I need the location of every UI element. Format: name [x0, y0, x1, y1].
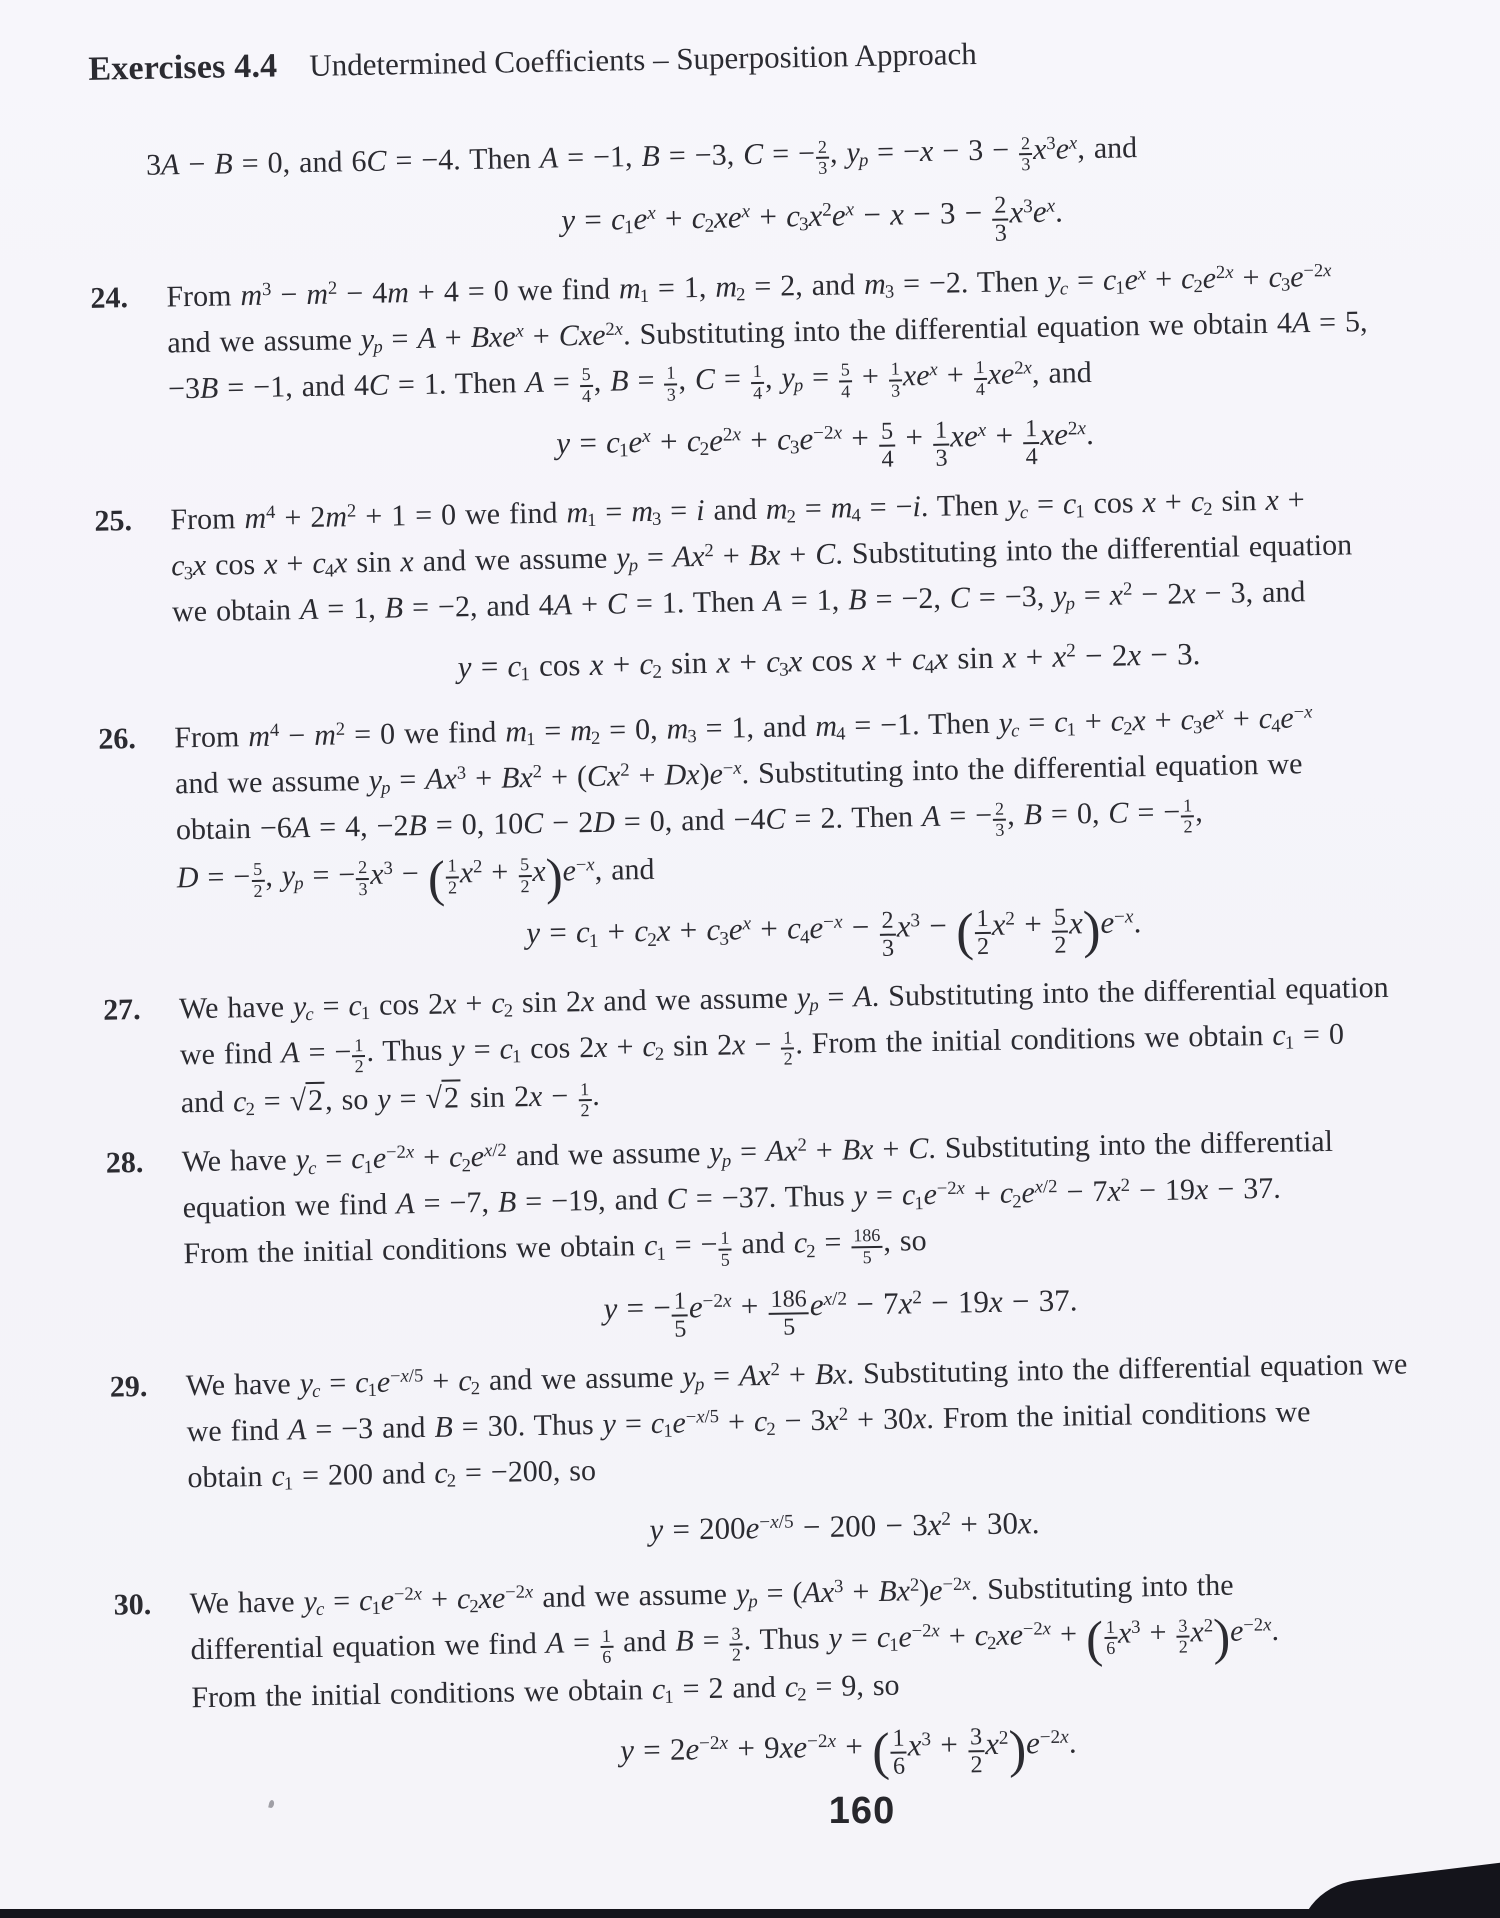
solution-line: We have $y_c = c_1e^{-2x} + c_2e^{x/2}$ and we assume $y_p = Ax^2 + Bx + C$. Substituting into the differential — [181, 1125, 1334, 1179]
solution-line: and $c_2 = √2$, so y = √2 sin 2x − $\frac{1}{2}$ . — [180, 1078, 601, 1121]
display-equation: y = − $\frac{1}{5}$ $e^{-2x}$ + $\frac{186}{5}$ $e^{x/2} - 7x^2 - 19x - 37$. — [603, 1282, 1078, 1343]
section-title: Undetermined Coefficients – Superposition Approach — [308, 36, 978, 83]
solution-line: we obtain A = 1, B = −2, and 4A + C = 1. Then A = 1, B = −2, C = −3, $y_p = x^2 - 2x - 3$, and — [171, 575, 1306, 629]
solution-line: differential equation we find A = $\frac{1}{6}$ and B = $\frac{3}{2}$ . Thus $y = c_1e^{-2x} + c_2xe^{-2x}$ + ( $\frac{1}{6}$ $x^3$ + $\frac{3}{2}$ $x^2)e^{-2x}$. — [190, 1610, 1280, 1669]
solution-line: From the initial conditions we obtain $c_1 = 2$ and $c_2 = 9$, so — [191, 1668, 900, 1714]
problem-number: 30. — [113, 1587, 152, 1622]
problem-24 — [90, 251, 1482, 487]
problem-23-continuation — [146, 119, 1478, 262]
solution-line: and we assume $y_p = Ax^3 + Bx^2 + (Cx^2 + Dx)e^{-x}$. Substituting into the differential equation we — [174, 747, 1303, 801]
section-header — [0, 0, 1485, 96]
solution-line: We have $y_c = c_1$ $\cos 2x + c_2$ sin 2x and we assume $y_p = A$. Substituting into the differential equation — [178, 971, 1389, 1026]
display-equation: $y = c_1e^x + c_2xe^x + c_3x^2e^x - x - 3$ − $\frac{2}{3}$ $x^3e^x$. — [561, 191, 1064, 248]
solution-line: and we assume $y_p = A + Bxe^x + Cxe^{2x}$. Substituting into the differential equation we obtain 4A = 5, — [166, 304, 1368, 360]
solution-line: 3A − B = 0, and 6C = −4. Then A = −1, B = −3, C = − $\frac{2}{3}$ , $y_p = -x - 3$ − $\frac{2}{3}$ $x^3e^x$, and — [145, 131, 1138, 182]
problem-30 — [113, 1558, 1500, 1794]
solution-line: obtain $c_1 = 200$ and $c_2 = -200$, so — [187, 1454, 597, 1495]
scan-edge-bottom — [0, 1909, 1500, 1918]
solution-line: we find A = − $\frac{1}{2}$ . Thus $y = c_1$ $\cos 2x + c_2$ sin 2x − $\frac{1}{2}$ . From the initial conditions we obtain $c_1 = 0$ — [179, 1017, 1345, 1077]
solution-line: We have $y_c = c_1e^{-2x} + c_2xe^{-2x}$ and we assume $y_p = (Ax^3 + Bx^2)e^{-2x}$. Substituting into the — [189, 1568, 1234, 1621]
problems-list — [0, 250, 1500, 1795]
display-equation: $y = c_1 + c_2x + c_3e^x + c_4e^{-x}$ − $\frac{2}{3}$ $x^3$ − ( $\frac{1}{2}$ $x^2$ + $\frac{5}{2}$ $x)e^{-x}$. — [525, 900, 1142, 962]
display-equation: $y = 200e^{-x/5} - 200 - 3x^2 + 30x$. — [649, 1505, 1040, 1548]
problem-29 — [109, 1340, 1500, 1571]
solution-line: we find A = −3 and B = 30. Thus $y = c_1e^{-x/5} + c_2 - 3x^2 + 30x$. From the initial conditions we — [186, 1395, 1311, 1449]
problem-number: 28. — [105, 1146, 144, 1181]
solution-line: −3B = −1, and 4C = 1. Then A = $\frac{5}{4}$ , B = $\frac{1}{3}$ , C = $\frac{1}{4}$ , $y_p$ = $\frac{5}{4}$ + $\frac{1}{3}$ $xe^x$ + $\frac{1}{4}$ $xe^{2x}$, and — [167, 355, 1093, 406]
display-equation: $y = c_1$ $\cos x + c_2$ $\sin x + c_3x$ $\cos x + c_4x$ $\sin x + x^2 - 2x - 3$. — [457, 636, 1201, 686]
solution-line: D = − $\frac{5}{2}$ , $y_p$ = − $\frac{2}{3}$ $x^3$ − ( $\frac{1}{2}$ $x^2$ + $\frac{5}{2}$ $x)e^{-x}$, and — [176, 849, 655, 908]
exercises-label: Exercises 4.4 — [88, 47, 278, 88]
problem-number: 26. — [98, 722, 137, 756]
solution-line: $c_3x$ $\cos x + c_4x$ sin x and we assume $y_p = Ax^2 + Bx + C$. Substituting into the differential equation — [170, 528, 1353, 585]
scan-edge-corner — [1290, 1860, 1500, 1918]
solution-line: From $m^3 - m^2 - 4m + 4 = 0$ we find $m_1 = 1$, $m_2 = 2$, and $m_3 = -2$. Then $y_c = c_1e^x + c_2e^{2x} + c_3e^{-2x}$ — [166, 259, 1332, 314]
page-number: 160 — [828, 1790, 896, 1832]
solution-line: From $m^4 + 2m^2 + 1 = 0$ we find $m_1 = m_3 = i$ and $m_2 = m_4 = -i$. Then $y_c = c_1$ $\cos x + c_2$ sin x + — [170, 483, 1305, 537]
solution-line: obtain −6A = 4, −2B = 0, 10C − 2D = 0, and −4C = 2. Then A = − $\frac{2}{3}$ , B = 0, C = − $\frac{1}{2}$ , — [175, 795, 1204, 847]
solution-line: From $m^4 - m^2 = 0$ we find $m_1 = m_2 = 0$, $m_3 = 1$, and $m_4 = -1$. Then $y_c = c_1 + c_2x + c_3e^x + c_4e^{-x}$ — [174, 701, 1313, 755]
solution-line: equation we find A = −7, B = −19, and C = −37. Thus $y = c_1e^{-2x} + c_2e^{x/2} - 7x^2 - 19x - 37$. — [182, 1172, 1282, 1225]
problem-number: 27. — [102, 993, 141, 1027]
problem-number: 29. — [109, 1370, 148, 1404]
problem-number: 24. — [90, 280, 129, 315]
problem-number: 25. — [94, 504, 133, 538]
scan-artifact — [268, 1800, 275, 1809]
problem-27 — [103, 963, 1493, 1129]
display-equation: $y = 2e^{-2x} + 9xe^{-2x}$ + ( $\frac{1}{6}$ $x^3$ + $\frac{3}{2}$ $x^2)e^{-2x}$. — [619, 1720, 1077, 1782]
solution-line: We have $y_c = c_1e^{-x/5} + c_2$ and we assume $y_p = Ax^2 + Bx$. Substituting into the differential equation we — [185, 1347, 1408, 1403]
problem-26 — [98, 692, 1490, 976]
solution-line: From the initial conditions we obtain $c_1$ = − $\frac{1}{5}$ and $c_2$ = $\frac{186}{5}$ , so — [183, 1224, 927, 1271]
problem-25 — [94, 474, 1485, 705]
problem-28 — [105, 1116, 1497, 1352]
display-equation: $y = c_1e^x + c_2e^{2x} + c_3e^{-2x}$ + $\frac{5}{4}$ + $\frac{1}{3}$ $xe^x$ + $\frac{1}{4}$ $xe^{2x}$. — [556, 414, 1095, 473]
